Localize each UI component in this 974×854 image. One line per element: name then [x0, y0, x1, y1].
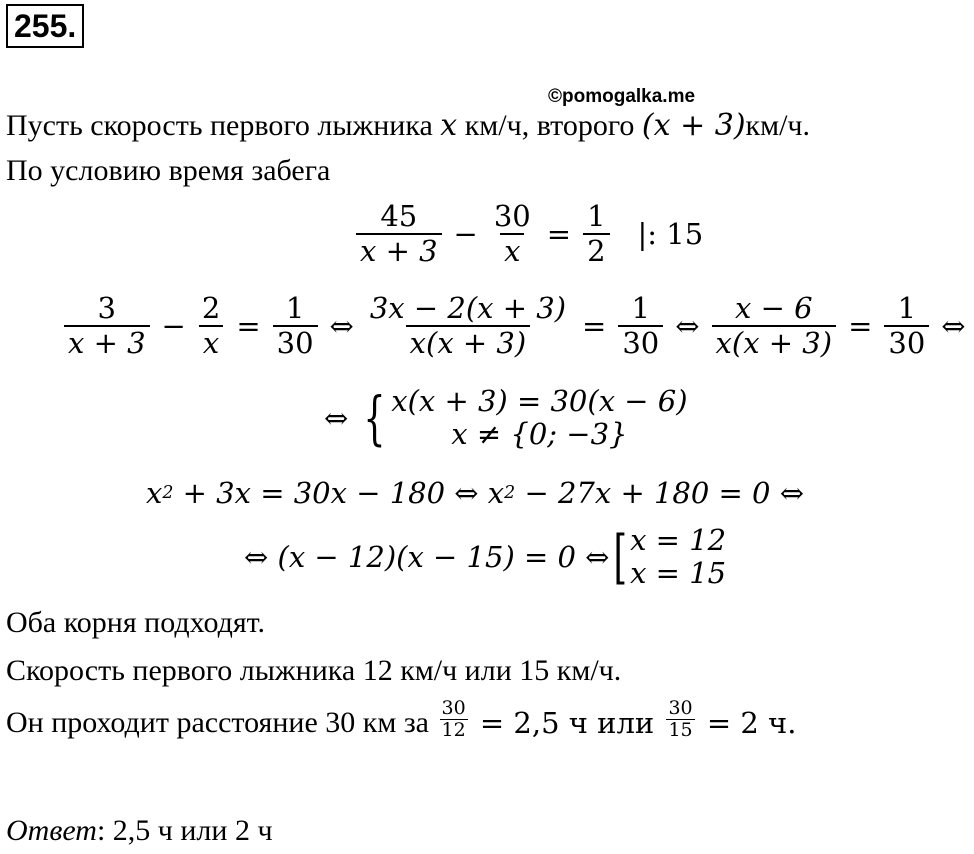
eq1-fraction-2: $\frac{30}{x}$ — [493, 199, 531, 269]
eq2-fraction-5: $\frac{1}{30}$ — [618, 292, 663, 361]
time-fraction-1: $\frac{30}{12}$ — [441, 697, 466, 741]
root-1: x = 12 — [630, 523, 727, 557]
eq2-fraction-6: $\frac{x - 6}{x(x + 3)}$ — [712, 292, 837, 361]
intro-text-c: км/ч. — [745, 109, 811, 142]
equation-3-system: ⇔ { x(x + 3) = 30(x − 6) x ≠ {0; −3} — [324, 384, 688, 453]
intro-var-x: x — [440, 108, 458, 143]
eq1-fraction-1: $\frac{45}{x + 3}$ — [356, 200, 442, 269]
equation-5: ⇔ (x − 12)(x − 15) = 0 ⇔ [ x = 12 x = 15 — [244, 523, 727, 592]
eq1-fraction-3: $\frac{1}{2}$ — [583, 200, 609, 269]
eq2-fraction-2: $\frac{2}{x}$ — [198, 292, 224, 361]
roots-valid-line: Оба корня подходят. — [6, 606, 266, 639]
task-number: 255. — [6, 4, 84, 48]
time-line: Он проходит расстояние 30 км за $\frac{30}{12}$ = 2,5 ч или $\frac{30}{15}$ = 2 ч. — [6, 697, 797, 741]
eq2-fraction-3: $\frac{1}{30}$ — [273, 292, 318, 361]
eq2-fraction-1: $\frac{3}{x + 3}$ — [64, 292, 150, 361]
equation-4: x 2 + 3x = 30x − 180 ⇔ x 2 − 27x + 180 = 0 ⇔ — [146, 476, 805, 510]
root-2: x = 15 — [630, 556, 727, 591]
answer-text: : 2,5 ч или 2 ч — [96, 814, 273, 847]
roots-bracket: [ — [613, 523, 628, 592]
intro-line — [6, 108, 810, 143]
condition-line: По условию время забега — [6, 154, 331, 187]
eq1-note: |: 15 — [637, 217, 704, 252]
intro-text-b: км/ч, второго — [457, 109, 642, 142]
equation-1: $\frac{45}{x + 3}$ − $\frac{30}{x}$ = $\frac{1}{2}$ |: 15 — [352, 200, 703, 269]
eq2-fraction-7: $\frac{1}{30}$ — [884, 292, 929, 361]
equation-2: $\frac{3}{x + 3}$ − $\frac{2}{x}$ = $\frac{1}{30}$ ⇔ $\frac{3x - 2(x + 3)}{x(x + 3)}$ = $\frac{1}{30}$ ⇔ $\frac{x - 6}{x(x + 3)}$ = $\frac{1}{30}$ ⇔ — [60, 292, 974, 361]
time-fraction-2: $\frac{30}{15}$ — [668, 697, 693, 741]
system-brace: { — [363, 384, 386, 453]
answer-line — [6, 814, 273, 848]
eq2-fraction-4: $\frac{3x - 2(x + 3)}{x(x + 3)}$ — [369, 291, 567, 361]
intro-text-a: Пусть скорость первого лыжника — [6, 109, 441, 142]
intro-expr: (x + 3) — [641, 108, 746, 143]
system-line-2: x ≠ {0; −3} — [451, 417, 628, 452]
watermark: ©pomogalka.me — [548, 86, 696, 107]
answer-label: Ответ — [6, 814, 97, 847]
speed-line: Скорость первого лыжника 12 км/ч или 15 км/ч. — [6, 654, 622, 687]
system-line-1: x(x + 3) = 30(x − 6) — [391, 384, 688, 418]
